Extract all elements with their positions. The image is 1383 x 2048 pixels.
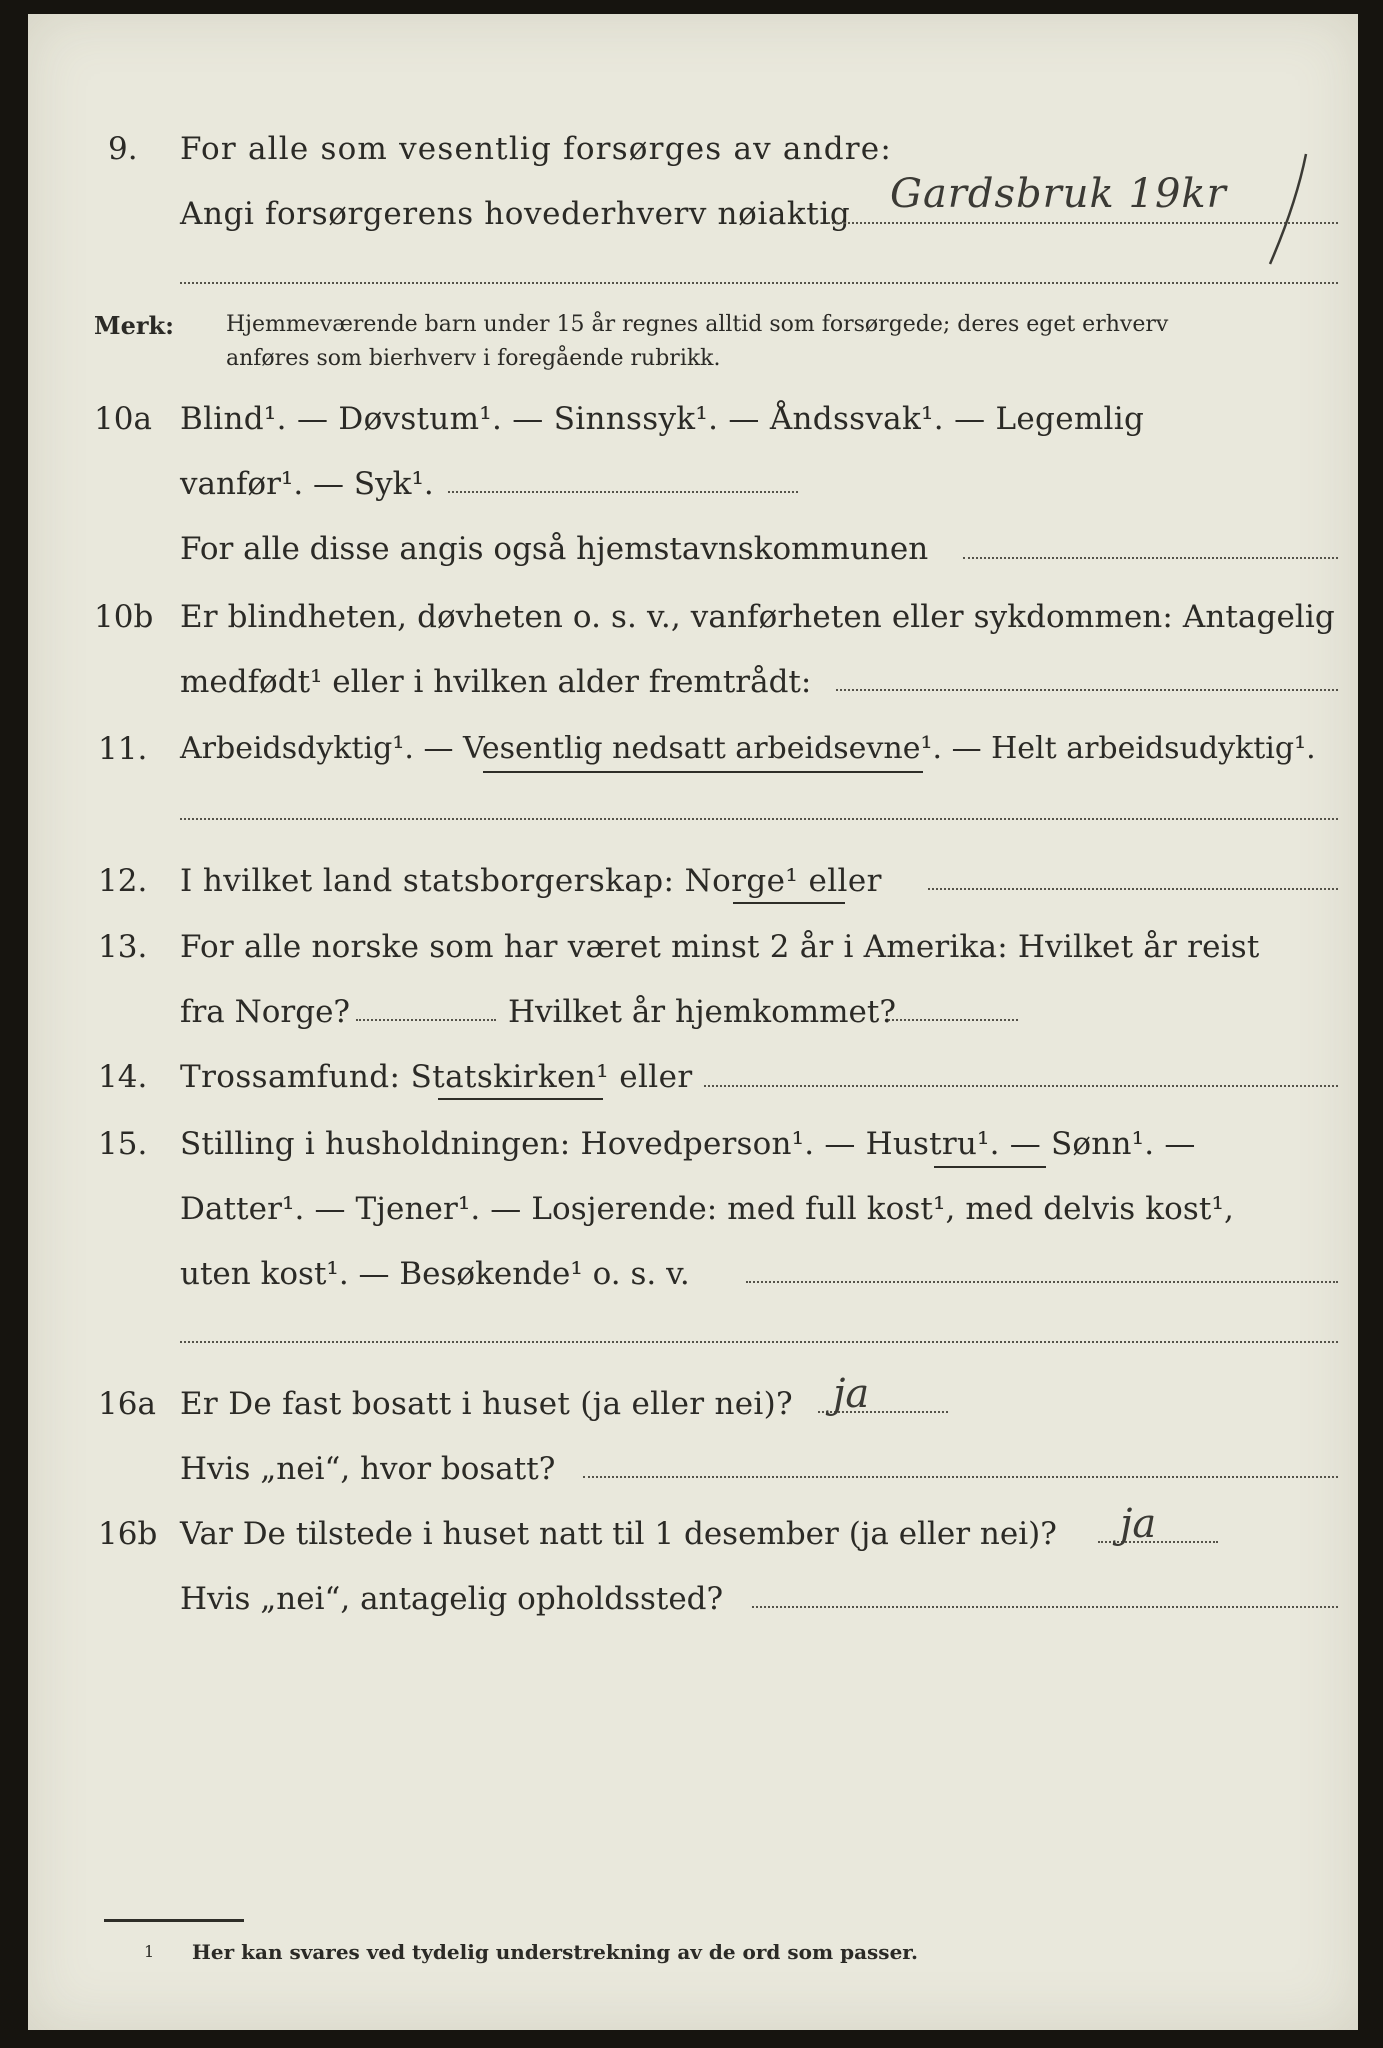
q16b-handwritten-answer: ja: [1120, 1501, 1157, 1547]
q14-line1: Trossamfund: Statskirken¹ eller: [180, 1059, 693, 1095]
q13-line2a: fra Norge?: [180, 994, 351, 1030]
ink-strokes: [28, 14, 1358, 2030]
q15-line3: uten kost¹. — Besøkende¹ o. s. v.: [180, 1256, 690, 1292]
q11-line1: Arbeidsdyktig¹. — Vesentlig nedsatt arbeidsevne¹. — Helt arbeidsudyktig¹.: [180, 731, 1316, 766]
q10b-line2: medfødt¹ eller i hvilken alder fremtrådt:: [180, 664, 812, 700]
q10a-line2: vanfør¹. — Syk¹.: [180, 466, 434, 502]
merk-label: Merk:: [94, 311, 174, 340]
q10b-number: 10b: [94, 599, 154, 635]
q10a-line1: Blind¹. — Døvstum¹. — Sinnssyk¹. — Åndssvak¹. — Legemlig: [180, 401, 1145, 437]
q9-line2: Angi forsørgerens hovederhverv nøiaktig: [180, 196, 851, 232]
q16b-line1: Var De tilstede i huset natt til 1 desember (ja eller nei)?: [180, 1516, 1057, 1552]
q13-number: 13.: [98, 929, 148, 965]
footnote-text: Her kan svares ved tydelig understrekning av de ord som passer.: [192, 1940, 918, 1964]
q16a-line1: Er De fast bosatt i huset (ja eller nei)?: [180, 1386, 793, 1422]
q12-number: 12.: [98, 863, 148, 899]
q9-line1: For alle som vesentlig forsørges av andre:: [180, 131, 892, 167]
q16a-number: 16a: [98, 1386, 156, 1422]
q16b-number: 16b: [98, 1516, 158, 1552]
q16a-line2: Hvis „nei“, hvor bosatt?: [180, 1451, 556, 1487]
q10a-line3: For alle disse angis også hjemstavnskommunen: [180, 531, 929, 567]
q14-number: 14.: [98, 1059, 148, 1095]
merk-line1: Hjemmeværende barn under 15 år regnes alltid som forsørgede; deres eget erhverv: [226, 312, 1169, 337]
q15-line1: Stilling i husholdningen: Hovedperson¹. — Hustru¹. — Sønn¹. —: [180, 1126, 1196, 1162]
q15-line2: Datter¹. — Tjener¹. — Losjerende: med full kost¹, med delvis kost¹,: [180, 1191, 1234, 1227]
q10b-line1: Er blindheten, døvheten o. s. v., vanførheten eller sykdommen: Antagelig: [180, 599, 1335, 635]
q9-number: 9.: [108, 131, 138, 167]
q9-handwritten-answer: Gardsbruk 19kr: [890, 171, 1227, 217]
merk-line2: anføres som bierhverv i foregående rubrikk.: [226, 346, 721, 371]
q11-number: 11.: [98, 731, 148, 767]
q16a-handwritten-answer: ja: [833, 1371, 870, 1417]
q12-line1: I hvilket land statsborgerskap: Norge¹ eller: [180, 863, 882, 899]
footnote-mark: 1: [144, 1942, 155, 1961]
q10a-number: 10a: [94, 401, 152, 437]
census-form-page: [28, 14, 1358, 2030]
q16b-line2: Hvis „nei“, antagelig opholdssted?: [180, 1581, 724, 1617]
q13-line2b: Hvilket år hjemkommet?: [508, 994, 896, 1030]
q13-line1: For alle norske som har været minst 2 år i Amerika: Hvilket år reist: [180, 929, 1260, 965]
q15-number: 15.: [98, 1126, 148, 1162]
